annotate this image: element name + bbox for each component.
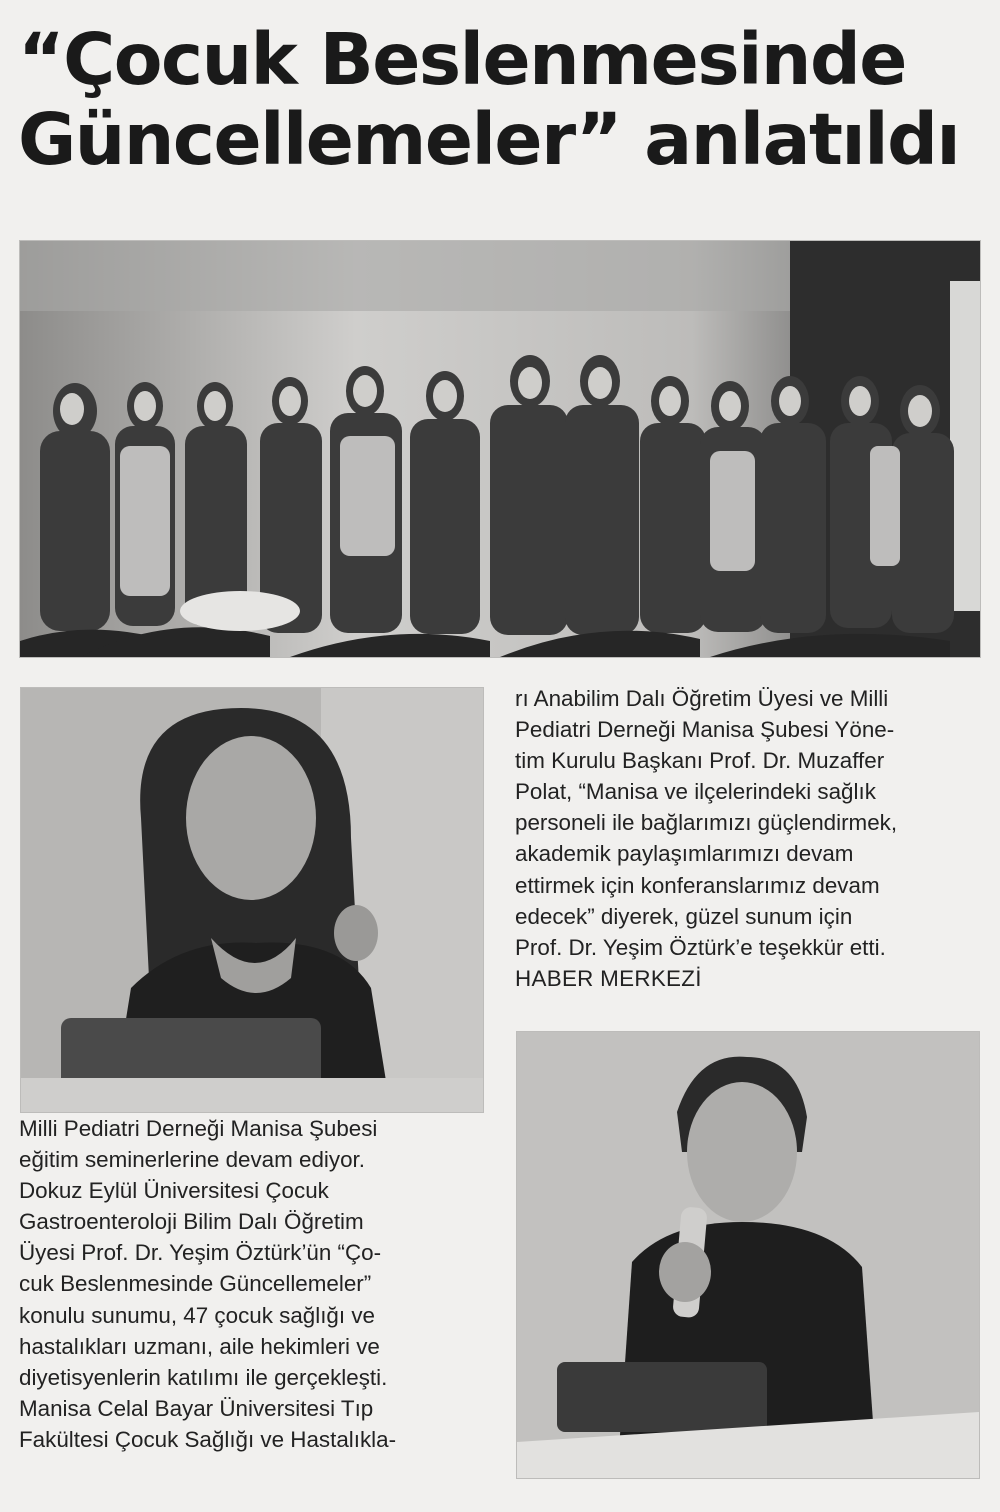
body-line: diyetisyenlerin katılımı ile gerçekleşti.	[19, 1364, 388, 1390]
body-line: Milli Pediatri Derneği Manisa Şubesi	[19, 1116, 378, 1141]
headline-line-2: Güncellemeler” anlatıldı	[18, 98, 960, 181]
headline-line-1: “Çocuk Beslenmesinde	[18, 18, 906, 101]
body-line: Pediatri Derneği Manisa Şubesi Yöne-	[515, 717, 895, 743]
byline: HABER MERKEZİ	[515, 965, 702, 991]
body-line: personeli ile bağlarımızı güçlendirmek,	[515, 810, 898, 836]
body-line: cuk Beslenmesinde Güncellemeler”	[19, 1271, 372, 1297]
body-line: Gastroenteroloji Bilim Dalı Öğretim	[19, 1209, 364, 1235]
group-photo	[19, 240, 981, 658]
body-line: ettirmek için konferanslarımız devam	[515, 872, 880, 898]
body-line: Fakültesi Çocuk Sağlığı ve Hastalıkla-	[19, 1426, 397, 1452]
body-line: edecek” diyerek, güzel sunum için	[515, 903, 853, 929]
body-line: eğitim seminerlerine devam ediyor.	[19, 1147, 365, 1173]
body-line: rı Anabilim Dalı Öğretim Üyesi ve Milli	[515, 686, 889, 711]
body-line: Dokuz Eylül Üniversitesi Çocuk	[19, 1178, 329, 1204]
body-line: akademik paylaşımlarımızı devam	[515, 841, 854, 867]
body-line: Üyesi Prof. Dr. Yeşim Öztürk’ün “Ço-	[19, 1240, 382, 1266]
body-line: Prof. Dr. Yeşim Öztürk’e teşekkür etti.	[515, 934, 886, 960]
body-line: Manisa Celal Bayar Üniversitesi Tıp	[19, 1395, 374, 1421]
body-line: hastalıkları uzmanı, aile hekimleri ve	[19, 1333, 380, 1359]
body-line: tim Kurulu Başkanı Prof. Dr. Muzaffer	[515, 748, 885, 774]
headline	[18, 20, 988, 180]
article-body-right-column	[515, 683, 985, 994]
speaker-woman-photo	[20, 687, 484, 1113]
speaker-man-photo	[516, 1031, 980, 1479]
body-line: konulu sunumu, 47 çocuk sağlığı ve	[19, 1302, 375, 1328]
body-line: Polat, “Manisa ve ilçelerindeki sağlık	[515, 779, 876, 805]
article-body-left-column	[19, 1113, 499, 1455]
